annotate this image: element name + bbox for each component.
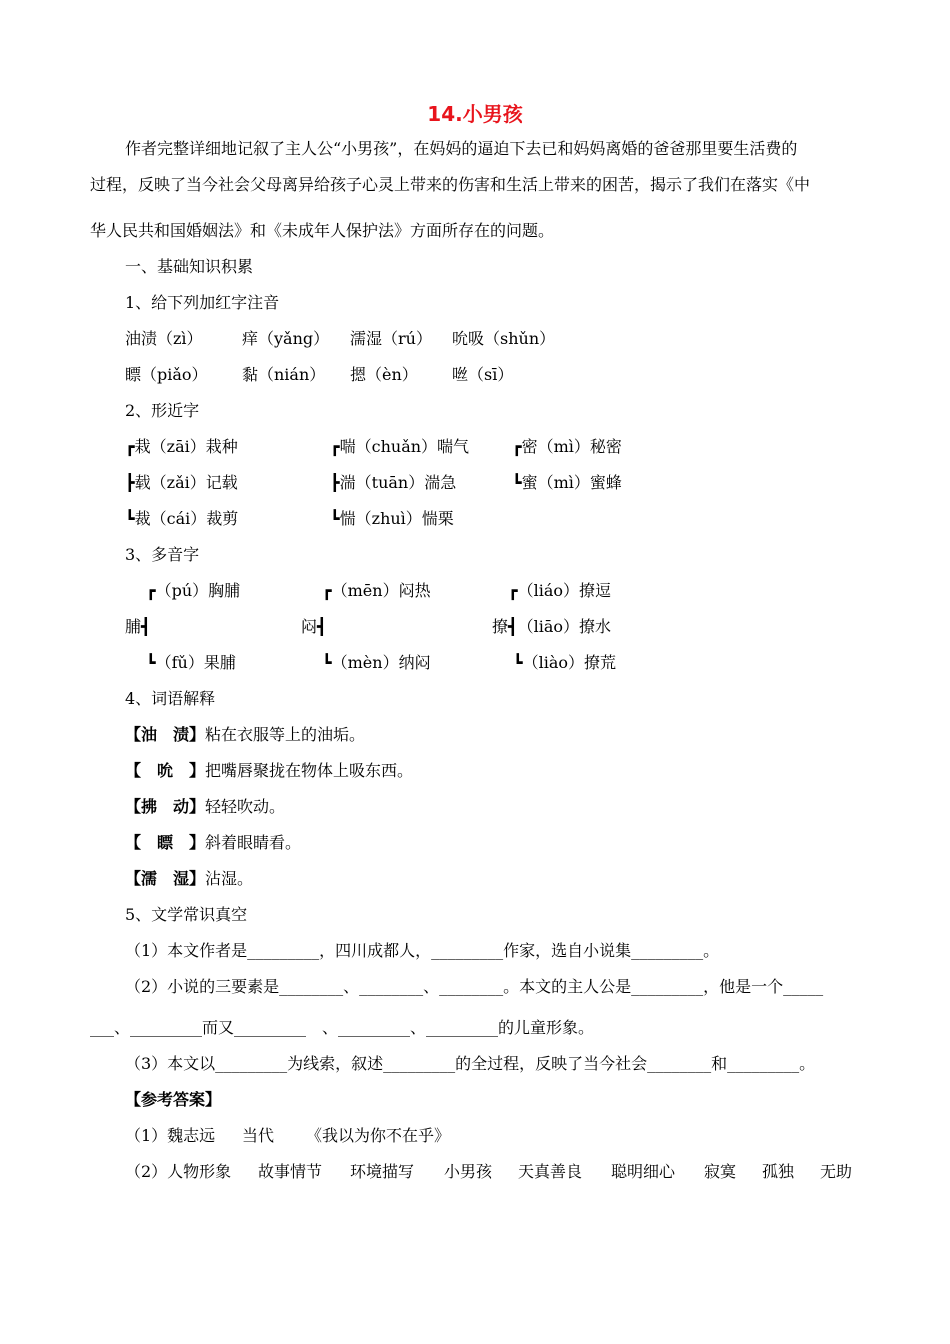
answer-item: 孤独 xyxy=(762,1162,795,1181)
q2-item: ┗蜜（mì）蜜蜂 xyxy=(512,473,622,492)
intro-line-1: 作者完整详细地记叙了主人公“小男孩”，在妈妈的逼迫下去已和妈妈离婚的爸爸那里要生活费的 xyxy=(125,139,798,158)
q2-item: ┗惴（zhuì）惴栗 xyxy=(330,509,454,528)
answer-item: 当代 xyxy=(242,1126,275,1145)
intro-line-3: 华人民共和国婚姻法》和《未成年人保护法》方面所存在的问题。 xyxy=(90,221,555,240)
q3-item: ┏（pú）胸脯 xyxy=(146,581,241,600)
answer-item: 天真善良 xyxy=(518,1162,583,1181)
q2-item: ┏栽（zāi）栽种 xyxy=(125,437,238,456)
q5-line: ___、_________而又_________ 、_________、_________的儿童形象。 xyxy=(90,1018,595,1037)
q4-definition: 沾湿。 xyxy=(205,869,254,888)
answer-item: 小男孩 xyxy=(444,1162,493,1181)
q4-term: 【 瞟 】 xyxy=(125,833,206,852)
q4-item xyxy=(125,761,413,781)
q4-heading: 4、词语解释 xyxy=(125,689,216,708)
q2-item: ┣湍（tuān）湍急 xyxy=(330,473,457,492)
q3-item: 脯┫ xyxy=(125,617,151,636)
answers-heading: 【参考答案】 xyxy=(125,1090,222,1109)
q5-line: （3）本文以_________为线索，叙述_________的全过程，反映了当今社会________和_________。 xyxy=(125,1054,816,1073)
answer-item: 无助 xyxy=(820,1162,853,1181)
page-title: 14.小男孩 xyxy=(427,102,523,126)
q2-item: ┏密（mì）秘密 xyxy=(512,437,622,456)
q1-item: 瞟（piǎo） xyxy=(125,365,208,384)
q3-item: ┗（mèn）纳闷 xyxy=(322,653,431,672)
q1-item: 摁（èn） xyxy=(350,365,418,384)
q3-item: ┏（liáo）撩逗 xyxy=(508,581,612,600)
q4-definition: 斜着眼睛看。 xyxy=(205,833,302,852)
section-heading: 一、基础知识积累 xyxy=(125,257,254,276)
intro-line-2: 过程，反映了当今社会父母离异给孩子心灵上带来的伤害和生活上带来的困苦，揭示了我们在落实《中 xyxy=(90,175,811,194)
q1-item: 咝（sī） xyxy=(452,365,514,384)
answer-item: 故事情节 xyxy=(258,1162,323,1181)
answer-item: 聪明细心 xyxy=(611,1162,676,1181)
q1-item: 油渍（zì） xyxy=(125,329,203,348)
q5-line: （2）小说的三要素是________、________、________。本文的主人公是_________，他是一个_____ xyxy=(125,977,824,996)
q4-definition: 粘在衣服等上的油垢。 xyxy=(205,725,366,744)
q4-item xyxy=(125,869,253,889)
answer-item: 环境描写 xyxy=(350,1162,415,1181)
answer-item: 寂寞 xyxy=(704,1162,737,1181)
q2-heading: 2、形近字 xyxy=(125,401,200,420)
q1-item: 黏（nián） xyxy=(242,365,326,384)
q4-term: 【 吮 】 xyxy=(125,761,206,780)
q5-line: （1）本文作者是_________，四川成都人，_________作家，选自小说集_________。 xyxy=(125,941,720,960)
q5-heading: 5、文学常识真空 xyxy=(125,905,248,924)
answer-item: （1）魏志远 xyxy=(125,1126,216,1145)
q3-item: 撩┫（liāo）撩水 xyxy=(492,617,612,636)
q1-item: 痒（yǎng） xyxy=(242,329,330,348)
answer-item: （2）人物形象 xyxy=(125,1162,232,1181)
q3-item: ┗（fǔ）果脯 xyxy=(146,653,236,672)
q1-heading: 1、给下列加红字注音 xyxy=(125,293,280,312)
q4-item xyxy=(125,797,285,817)
q3-item: ┏（mēn）闷热 xyxy=(322,581,431,600)
q1-item: 吮吸（shǔn） xyxy=(452,329,556,348)
q3-item: 闷┫ xyxy=(301,617,327,636)
q4-definition: 把嘴唇聚拢在物体上吸东西。 xyxy=(205,761,414,780)
q4-term: 【濡 湿】 xyxy=(125,869,206,888)
q4-term: 【油 渍】 xyxy=(125,725,206,744)
q3-item: ┗（liào）撩荒 xyxy=(513,653,617,672)
q2-item: ┗裁（cái）裁剪 xyxy=(125,509,239,528)
q4-item xyxy=(125,725,365,745)
q1-item: 濡湿（rú） xyxy=(350,329,432,348)
q4-term: 【拂 动】 xyxy=(125,797,206,816)
q4-item xyxy=(125,833,301,853)
q2-item: ┏喘（chuǎn）喘气 xyxy=(330,437,470,456)
q3-heading: 3、多音字 xyxy=(125,545,200,564)
answer-item: 《我以为你不在乎》 xyxy=(306,1126,451,1145)
q2-item: ┣载（zǎi）记载 xyxy=(125,473,238,492)
q4-definition: 轻轻吹动。 xyxy=(205,797,286,816)
